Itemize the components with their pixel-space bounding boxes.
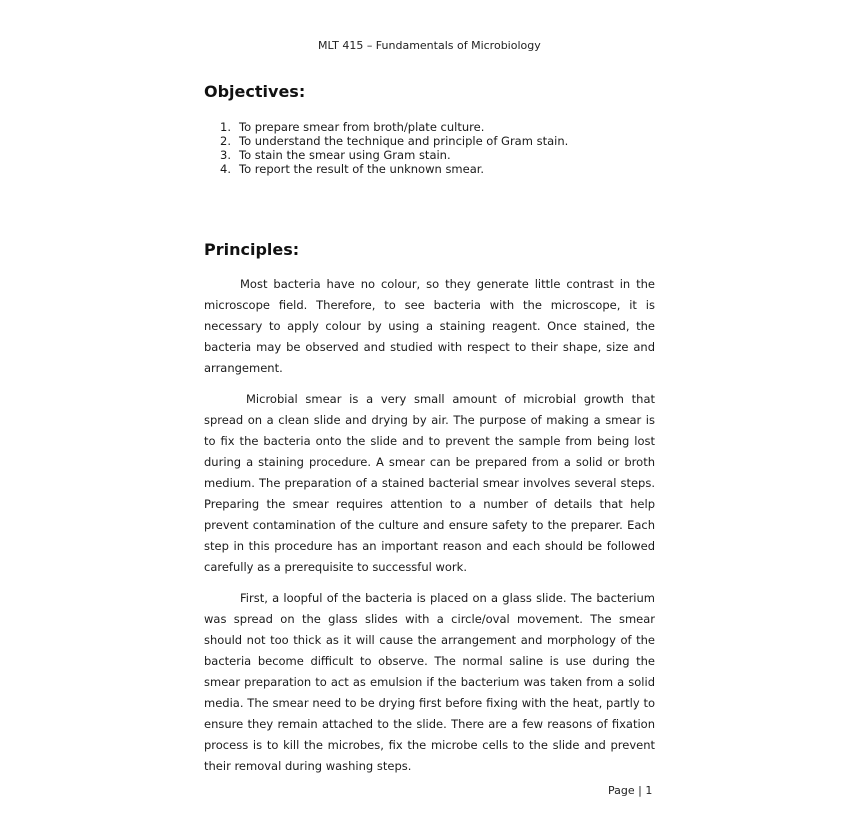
objective-number: 4. xyxy=(220,162,231,176)
objectives-list xyxy=(204,120,568,176)
page-header: MLT 415 – Fundamentals of Microbiology xyxy=(318,39,541,52)
objective-text: To report the result of the unknown smear. xyxy=(239,162,485,176)
objective-item xyxy=(204,134,568,148)
objective-item xyxy=(204,120,568,134)
objectives-heading: Objectives: xyxy=(204,82,306,101)
objective-number: 1. xyxy=(220,120,231,134)
objective-number: 3. xyxy=(220,148,231,162)
objective-item xyxy=(204,162,568,176)
objective-text: To prepare smear from broth/plate culture. xyxy=(239,120,485,134)
objective-number: 2. xyxy=(220,134,231,148)
objective-item xyxy=(204,148,568,162)
page-number: Page | 1 xyxy=(608,784,653,797)
principles-paragraph: Microbial smear is a very small amount of microbial growth that spread on a clean slide and drying by air. The purpose of making a smear is to fix the bacteria onto the slide and to prevent the sample from being lost during a staining procedure. A smear can be prepared from a solid or broth medium. The preparation of a stained bacterial smear involves several steps. Preparing the smear requires attention to a number of details that help prevent contamination of the culture and ensure safety to the preparer. Each step in this procedure has an important reason and each should be followed carefully as a prerequisite to successful work. xyxy=(204,392,655,574)
objective-text: To understand the technique and principle of Gram stain. xyxy=(239,134,569,148)
principles-paragraph: First, a loopful of the bacteria is placed on a glass slide. The bacterium was spread on the glass slides with a circle/oval movement. The smear should not too thick as it will cause the arrangement and morphology of the bacteria become difficult to observe. The normal saline is use during the smear preparation to act as emulsion if the bacterium was taken from a solid media. The smear need to be drying first before fixing with the heat, partly to ensure they remain attached to the slide. There are a few reasons of fixation process is to kill the microbes, fix the microbe cells to the slide and prevent their removal during washing steps. xyxy=(204,591,655,773)
objective-text: To stain the smear using Gram stain. xyxy=(239,148,451,162)
principles-heading: Principles: xyxy=(204,240,300,259)
principles-paragraph: Most bacteria have no colour, so they generate little contrast in the microscope field. Therefore, to see bacteria with the microscope, it is necessary to apply colour by using a staining reagent. Once stained, the bacteria may be observed and studied with respect to their shape, size and arrangement. xyxy=(204,277,655,375)
